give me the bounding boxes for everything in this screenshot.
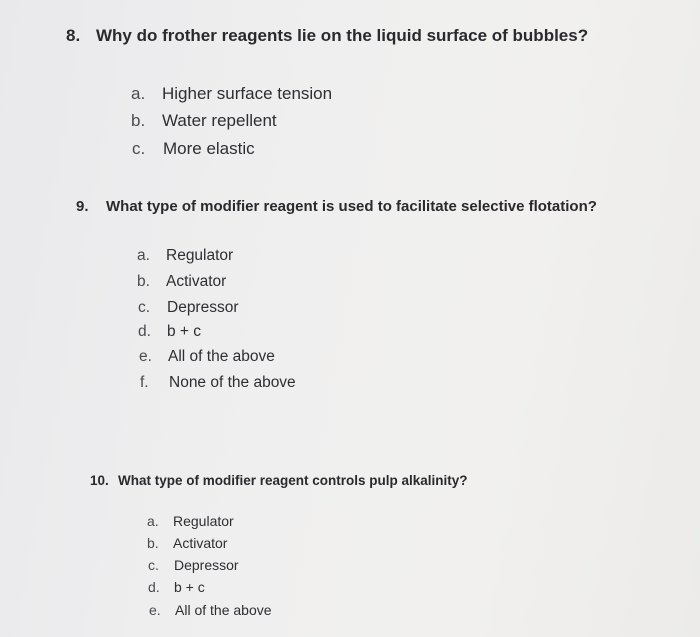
- question-text: What type of modifier reagent controls pulp alkalinity?: [118, 473, 468, 488]
- option-10e[interactable]: [149, 602, 272, 618]
- question-10: [90, 473, 468, 488]
- option-9a[interactable]: [137, 247, 233, 265]
- option-text: b + c: [174, 579, 205, 595]
- option-10c[interactable]: [148, 557, 239, 573]
- option-9e[interactable]: [139, 348, 275, 366]
- question-text: What type of modifier reagent is used to facilitate selective flotation?: [106, 198, 597, 215]
- option-letter: b.: [137, 273, 150, 290]
- question-8: [66, 26, 588, 46]
- option-letter: c.: [132, 139, 146, 158]
- option-text: None of the above: [169, 374, 296, 391]
- option-letter: d.: [148, 579, 160, 595]
- option-9f[interactable]: [140, 374, 296, 392]
- option-letter: e.: [139, 348, 152, 365]
- option-text: Regulator: [173, 513, 234, 529]
- option-letter: c.: [148, 557, 159, 573]
- question-number: 9.: [76, 198, 89, 215]
- option-letter: b.: [147, 535, 159, 551]
- question-9: [76, 198, 597, 215]
- option-9c[interactable]: [138, 299, 239, 317]
- option-10b[interactable]: [147, 535, 227, 551]
- option-10a[interactable]: [147, 513, 234, 529]
- option-letter: b.: [131, 111, 146, 130]
- option-text: Regulator: [166, 247, 234, 264]
- option-text: Depressor: [174, 557, 239, 573]
- option-text: All of the above: [175, 602, 272, 618]
- option-letter: e.: [149, 602, 161, 618]
- option-8c[interactable]: [132, 139, 255, 159]
- option-8b[interactable]: [131, 111, 277, 131]
- option-text: More elastic: [163, 139, 255, 158]
- option-letter: a.: [137, 247, 150, 264]
- option-letter: c.: [138, 299, 151, 316]
- option-text: Activator: [166, 273, 227, 290]
- option-letter: a.: [147, 513, 159, 529]
- option-letter: d.: [138, 323, 151, 340]
- option-9d[interactable]: [138, 323, 201, 341]
- question-text: Why do frother reagents lie on the liquid surface of bubbles?: [96, 26, 589, 45]
- option-text: Depressor: [167, 299, 239, 316]
- option-text: Higher surface tension: [162, 84, 333, 103]
- option-text: Water repellent: [162, 111, 277, 130]
- option-10d[interactable]: [148, 579, 205, 595]
- option-letter: f.: [140, 374, 149, 391]
- option-letter: a.: [131, 84, 146, 103]
- question-number: 8.: [66, 26, 81, 45]
- option-text: b + c: [167, 323, 202, 340]
- option-text: All of the above: [168, 348, 275, 365]
- option-8a[interactable]: [131, 84, 332, 104]
- question-number: 10.: [90, 473, 109, 488]
- option-9b[interactable]: [137, 273, 226, 291]
- option-text: Activator: [173, 535, 228, 551]
